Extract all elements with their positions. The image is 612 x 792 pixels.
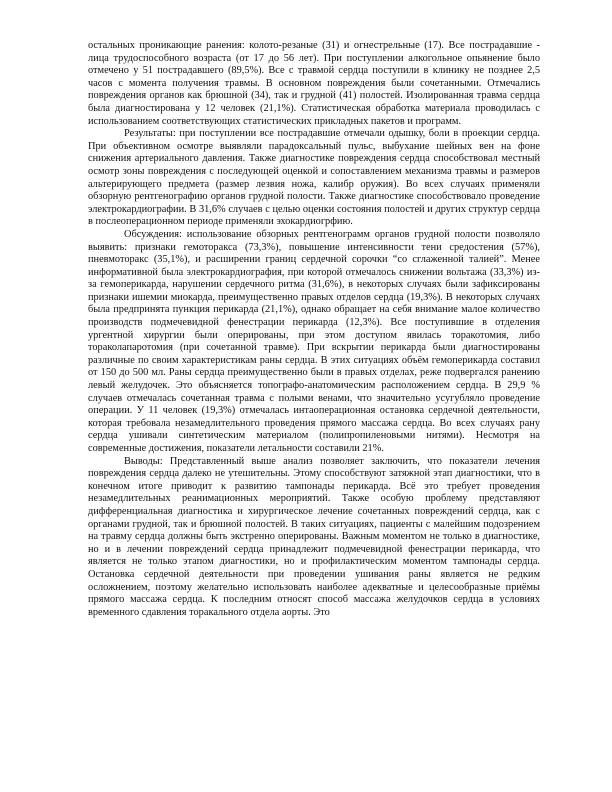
- conclusions-paragraph: Выводы: Представленный выше анализ позволяет заключить, что показатели лечения повреждения сердца далеко не утешительны. Этому способствуют затяжной этап диагностики, что в конечном итоге приводит к развитию тампонады перикарда. Всё это требует проведения незамедлительных реанимационных мероприятий. Также особую проблему представляют дифференциальная диагностика и хирургическое лечение сочетанных повреждений сердца, как с органами грудной, так и брюшной полостей. В таких ситуациях, пациенты с малейшим подозрением на травму сердца должны быть экстренно оперированы. Важным моментом не только в диагностике, но и в лечении повреждений сердца принадлежит подмечевидной фенестрации перикарда, что является не только этапом диагностики, но и профилактическим моментом тампонады сердца. Остановка сердечной деятельности при проведении ушивания раны является не редким осложнением, поэтому желательно использовать наиболее адекватные и целесообразные приёмы прямого массажа сердца. К последним относят способ массажа желудочков сердца в условиях временного сдавления торакального отдела аорты. Это: [88, 455, 540, 618]
- document-page: [88, 40, 540, 619]
- results-paragraph: Результаты: при поступлении все пострадавшие отмечали одышку, боли в проекции сердца. При объективном осмотре выявляли парадоксальный пульс, выбухание шейных вен на фоне снижения артериального давления. Также диагностике повреждения сердца способствовал местный осмотр зоны повреждения с последующей оценкой и сопоставлением механизма травмы и размеров альтерирующего предмета (размер лезвия ножа, калибр оружия). Во всех случаях применяли обзорную рентгенографию органов грудной полости. Также диагностике способствовало проведение электрокардиографии. В 31,6% случаев с целью оценки состояния полостей и других структур сердца в послеоперационном периоде применяли эхокардиогрфию.: [88, 128, 540, 228]
- intro-paragraph: остальных проникающие ранения: колото-резаные (31) и огнестрельные (17). Все пострадавшие - лица трудоспособного возраста (от 17 до 56 лет). При поступлении алкогольное опьянение было отмечено у 51 пострадавшего (89,5%). Все с травмой сердца поступили в клинику не позднее 2,5 часов с момента получения травмы. В основном повреждения были сочетанными. Отмечались повреждения органов как брюшной (34), так и грудной (41) полостей. Изолированная травма сердца была диагностирована у 12 человек (21,1%). Статистическая обработка материала проводилась с использованием соответствующих статистических прикладных пакетов и программ.: [88, 40, 540, 127]
- discussion-paragraph: Обсуждения: использование обзорных рентгенограмм органов грудной полости позволяло выявить: признаки гемоторакса (73,3%), повышение интенсивности тени средостения (57%), пневмоторакс (35,1%), и расширении границ сердечной сорочки “со сглаженной талией”. Менее информативной была электрокардиография, при которой отмечалось снижении вольтажа (33,3%) из-за гемоперикарда, нарушении сердечного ритма (31,6%), в некоторых случаях были зафиксированы признаки ишемии миокарда, преимущественно правых отделов сердца (19,3%). В некоторых случаях была предпринята пункция перикарда (21,1%), однако обращает на себя внимание малое количество производств подмечевидной фенестрации перикарда (12,3%). Все поступившие в отделения ургентной хирургии были оперированы, при этом доступом явилась торакотомия, либо тораколапаротомия (при сочетанной травме). При вскрытии перикарда были диагностированы различные по своим характеристикам раны сердца. В этих ситуациях объём гемоперикарда составил от 150 до 500 мл. Раны сердца преимущественно были в правых отделах, реже подвергался ранению левый желудочек. Это объясняется топографо-анатомическим расположением сердца. В 29,9 % случаев отмечалась сочетанная травма с полыми венами, что значительно усугубляло проведение операции. У 11 человек (19,3%) отмечалась интаоперационная остановка сердечной деятельности, которая требовала незамедлительного проведения прямого массажа сердца. Во всех случаях рану сердца ушивали синтетическим материалом (полипропиленовыми нитями). Несмотря на современные достижения, показатели летальности составили 21%.: [88, 228, 540, 454]
